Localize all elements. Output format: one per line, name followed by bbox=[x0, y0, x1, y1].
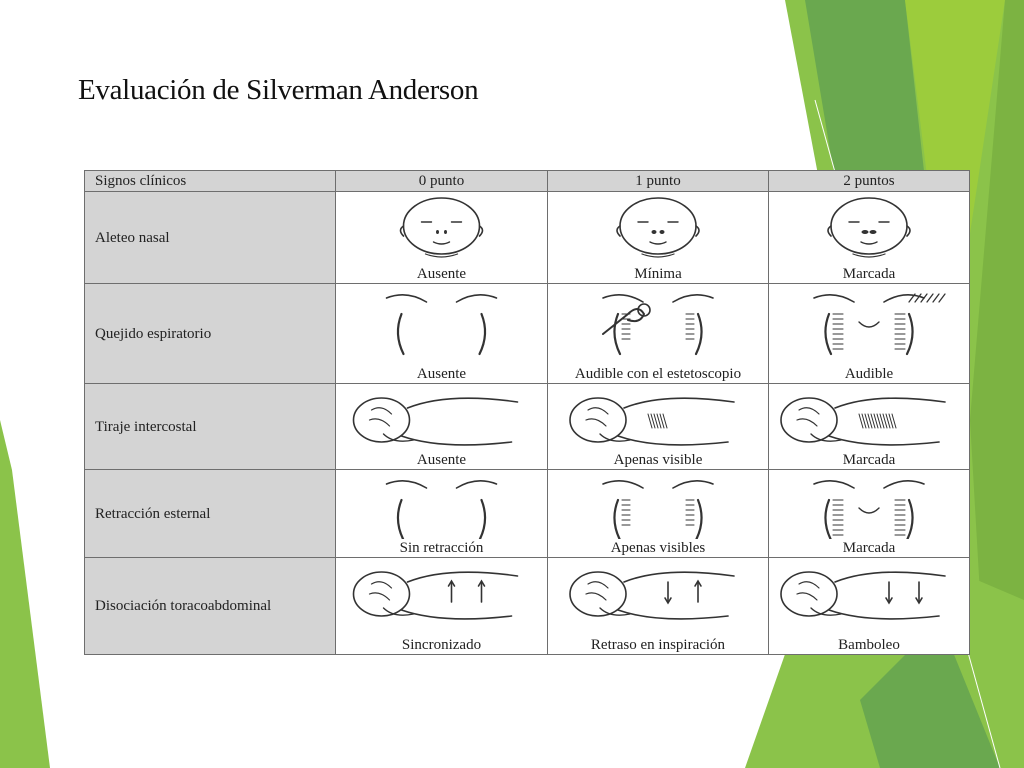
score-cell bbox=[336, 470, 548, 558]
sign-label: Quejido espiratorio bbox=[85, 284, 336, 384]
header-1-point: 1 punto bbox=[548, 171, 769, 192]
score-cell bbox=[769, 284, 970, 384]
cell-illustration bbox=[336, 192, 547, 265]
cell-caption: Ausente bbox=[416, 266, 467, 282]
score-cell bbox=[336, 284, 548, 384]
cell-illustration bbox=[548, 470, 768, 539]
cell-caption: Sincronizado bbox=[401, 637, 482, 653]
cell-illustration bbox=[548, 284, 768, 365]
score-cell bbox=[548, 558, 769, 655]
row-tiraje-intercostal bbox=[85, 384, 970, 470]
score-cell bbox=[548, 192, 769, 284]
cell-illustration bbox=[769, 284, 969, 365]
header-row bbox=[85, 171, 970, 192]
cell-caption: Marcada bbox=[842, 266, 896, 282]
cell-illustration bbox=[769, 384, 969, 451]
row-disociacion-toracoabdominal bbox=[85, 558, 970, 655]
row-aleteo-nasal bbox=[85, 192, 970, 284]
row-retraccion-esternal bbox=[85, 470, 970, 558]
cell-caption: Marcada bbox=[842, 540, 896, 556]
cell-caption: Ausente bbox=[416, 366, 467, 382]
score-cell bbox=[769, 384, 970, 470]
cell-caption: Sin retracción bbox=[399, 540, 484, 556]
cell-illustration bbox=[336, 470, 547, 539]
left-green-band bbox=[0, 420, 50, 768]
score-cell bbox=[769, 192, 970, 284]
cell-illustration bbox=[548, 384, 768, 451]
cell-illustration bbox=[769, 470, 969, 539]
sign-label: Aleteo nasal bbox=[85, 192, 336, 284]
sign-label: Tiraje intercostal bbox=[85, 384, 336, 470]
cell-caption: Mínima bbox=[634, 266, 682, 282]
score-cell bbox=[336, 384, 548, 470]
header-0-points: 0 punto bbox=[336, 171, 548, 192]
row-quejido-espiratorio bbox=[85, 284, 970, 384]
cell-caption: Bamboleo bbox=[838, 637, 900, 653]
score-cell bbox=[548, 470, 769, 558]
cell-caption: Audible con el estetoscopio bbox=[574, 366, 742, 382]
cell-illustration bbox=[769, 558, 969, 636]
sign-label: Disociación toracoabdominal bbox=[85, 558, 336, 655]
header-signs: Signos clínicos bbox=[85, 171, 336, 192]
cell-illustration bbox=[336, 384, 547, 451]
cell-illustration bbox=[336, 558, 547, 636]
cell-illustration bbox=[548, 558, 768, 636]
cell-caption: Apenas visibles bbox=[610, 540, 706, 556]
score-cell bbox=[769, 558, 970, 655]
cell-illustration bbox=[769, 192, 969, 265]
cell-caption: Ausente bbox=[416, 452, 467, 468]
slide-title: Evaluación de Silverman Anderson bbox=[78, 74, 479, 106]
cell-caption: Retraso en inspiración bbox=[590, 637, 726, 653]
score-cell bbox=[548, 384, 769, 470]
silverman-table bbox=[84, 170, 970, 655]
score-cell bbox=[769, 470, 970, 558]
cell-illustration bbox=[548, 192, 768, 265]
cell-caption: Apenas visible bbox=[613, 452, 703, 468]
score-cell bbox=[336, 192, 548, 284]
sign-label: Retracción esternal bbox=[85, 470, 336, 558]
silverman-table-image bbox=[84, 170, 969, 655]
score-cell bbox=[548, 284, 769, 384]
score-cell bbox=[336, 558, 548, 655]
cell-caption: Marcada bbox=[842, 452, 896, 468]
cell-illustration bbox=[336, 284, 547, 365]
cell-caption: Audible bbox=[844, 366, 894, 382]
header-2-points: 2 puntos bbox=[769, 171, 970, 192]
